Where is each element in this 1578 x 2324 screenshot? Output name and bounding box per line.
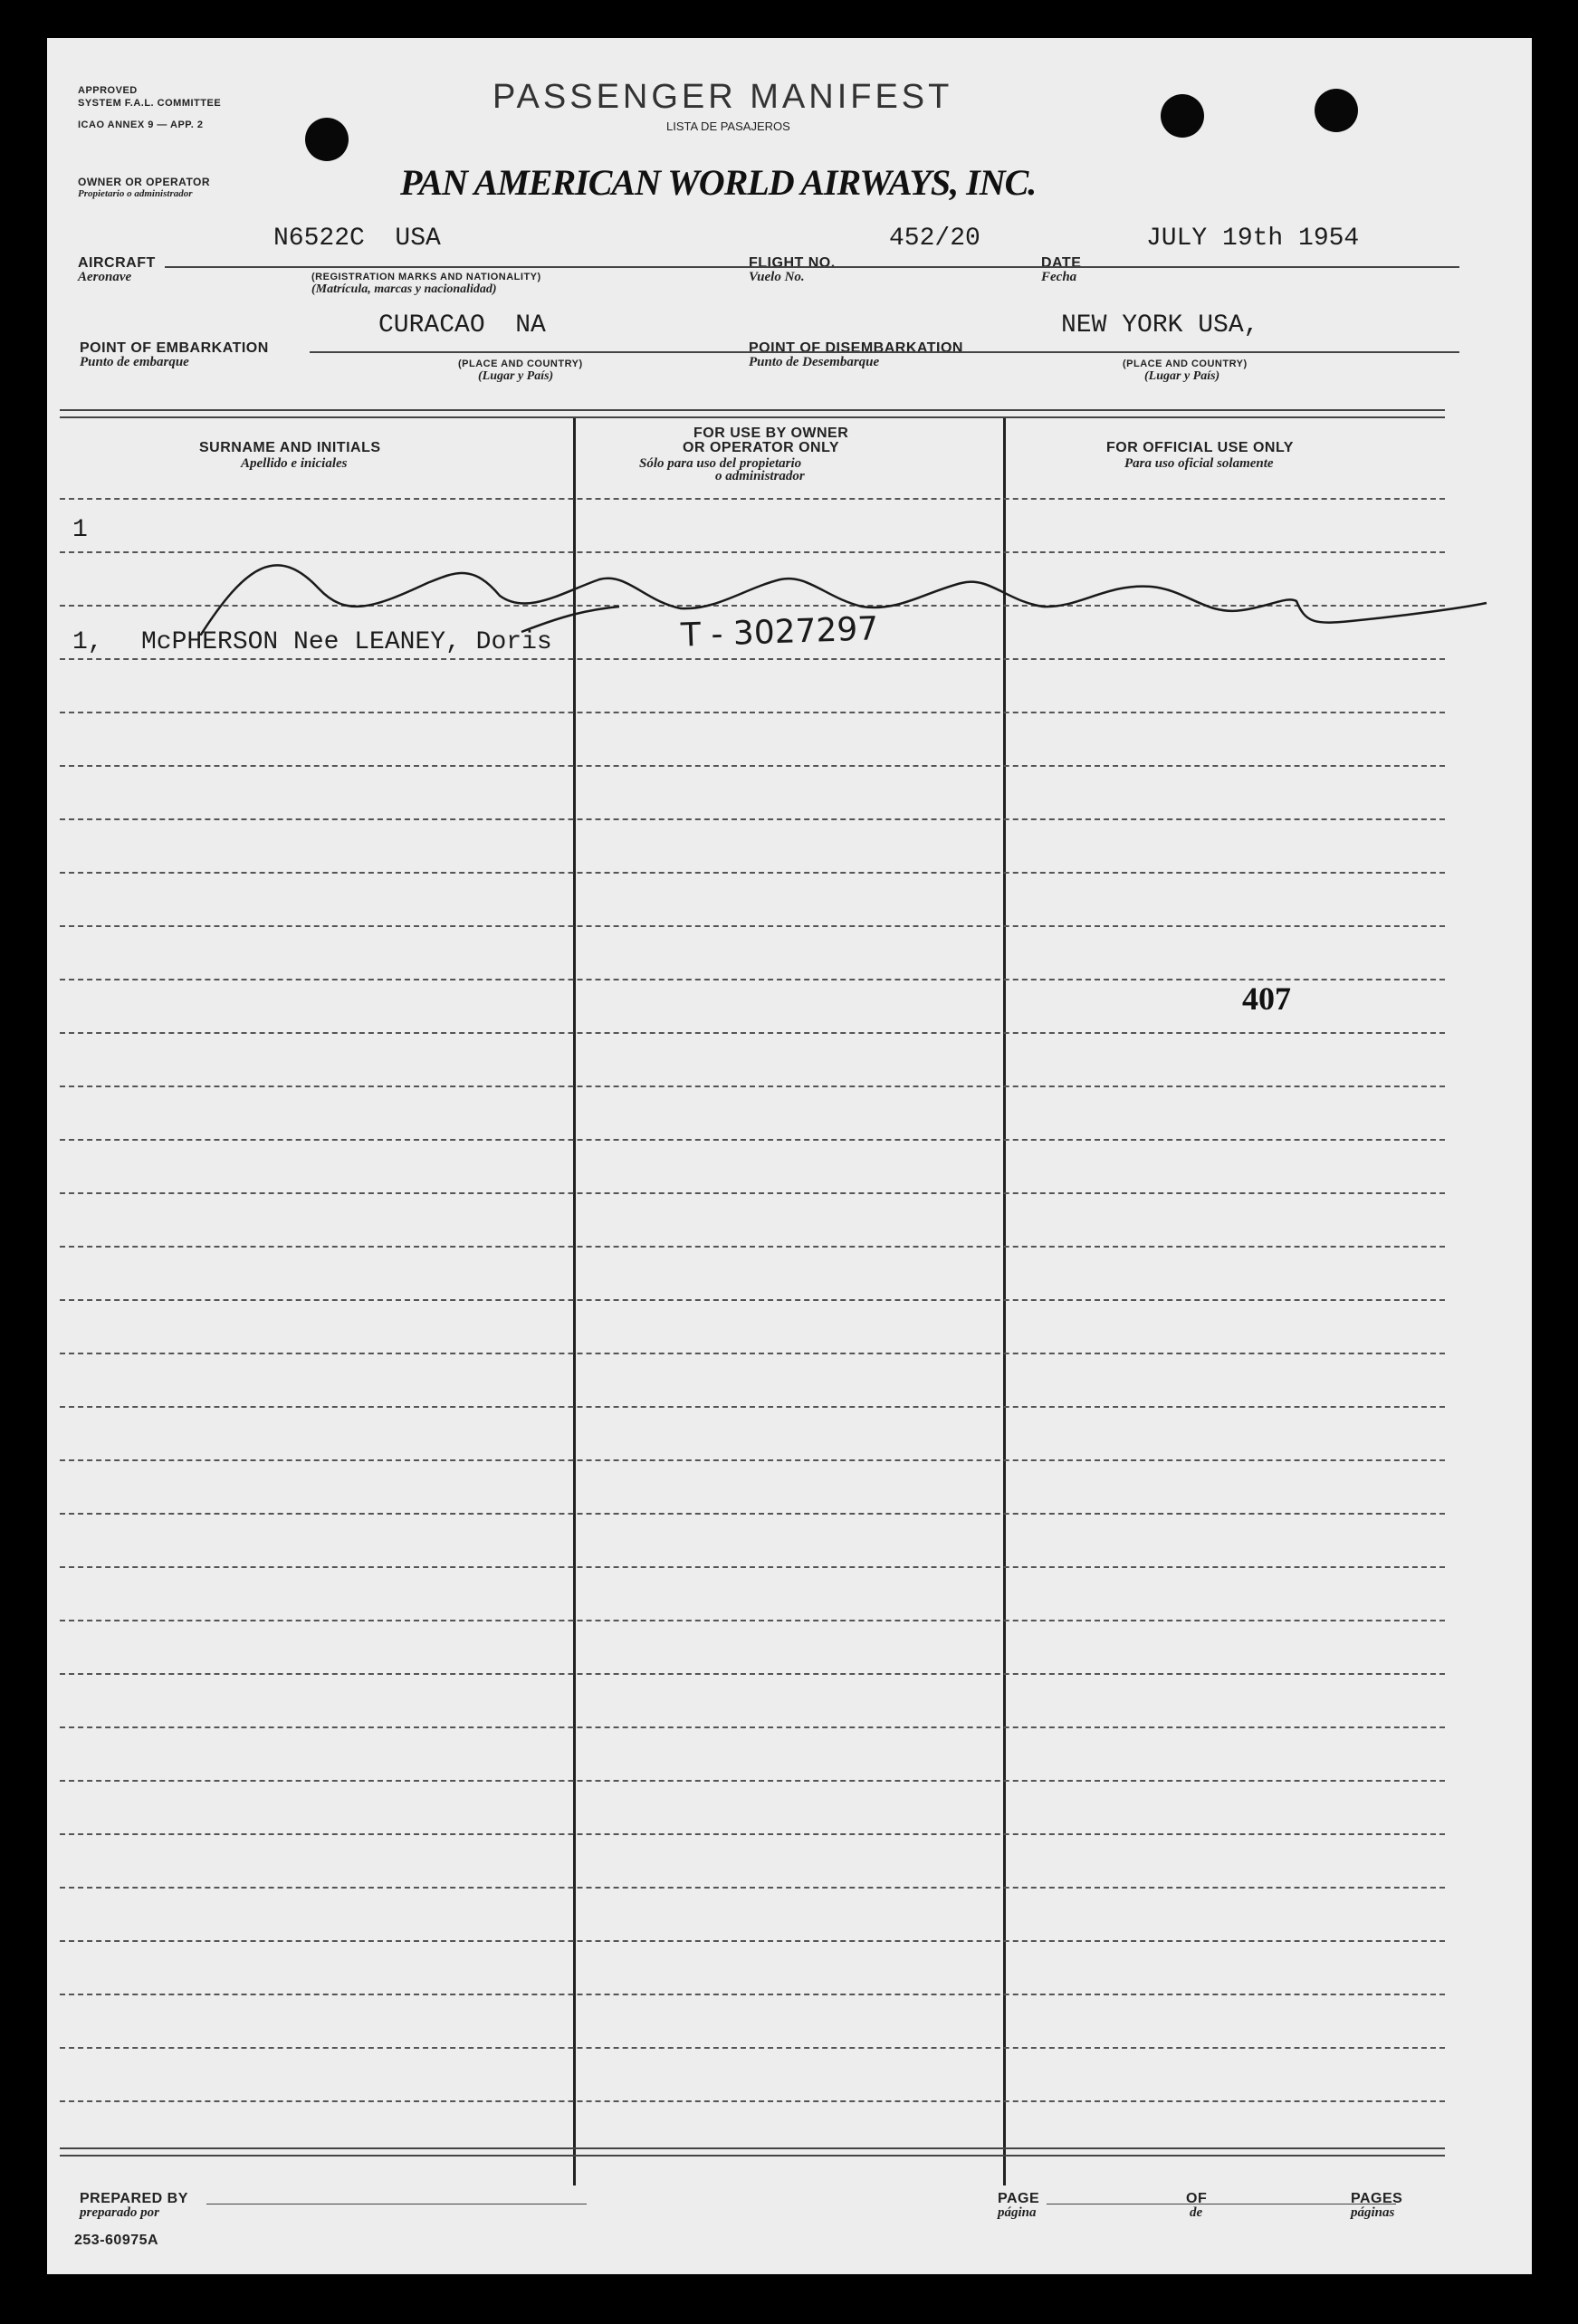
table-row-rule	[60, 765, 1445, 767]
column-header-operator-es: Sólo para uso del propietario	[639, 456, 802, 471]
disembarkation-label-es: Punto de Desembarque	[749, 355, 880, 369]
table-row-rule	[60, 1673, 1445, 1675]
embarkation-value: CURACAO NA	[378, 311, 546, 340]
disembarkation-label: POINT OF DISEMBARKATION	[749, 340, 963, 356]
table-row-rule	[60, 1566, 1445, 1568]
disembarkation-value: NEW YORK USA,	[1061, 311, 1259, 340]
table-row-rule	[60, 1994, 1445, 1995]
embarkation-label: POINT OF EMBARKATION	[80, 340, 269, 356]
name-strike-mark	[518, 601, 626, 637]
date-label: DATE	[1041, 255, 1082, 271]
table-row-rule	[60, 1780, 1445, 1782]
table-row-rule	[60, 1726, 1445, 1728]
table-row-rule	[60, 1833, 1445, 1835]
punch-hole-middle	[1161, 94, 1204, 138]
owner-label-es: Propietario o administrador	[78, 188, 193, 199]
table-row-rule	[60, 1513, 1445, 1515]
column-header-official: FOR OFFICIAL USE ONLY	[1106, 440, 1294, 455]
form-number: 253-60975A	[74, 2233, 159, 2248]
aircraft-value: N6522C USA	[273, 225, 441, 253]
aircraft-label-es: Aeronave	[78, 270, 132, 284]
manifest-title: PASSENGER MANIFEST	[493, 78, 953, 116]
manifest-sheet	[47, 38, 1532, 2274]
column-header-operator: FOR USE BY OWNER	[693, 426, 849, 441]
aircraft-underline	[165, 266, 1459, 268]
table-row-rule	[60, 498, 1445, 500]
table-row-rule	[60, 1246, 1445, 1248]
table-top-rule-1	[60, 409, 1445, 411]
column-divider-1	[573, 418, 576, 2185]
of-label: OF	[1186, 2191, 1208, 2206]
table-row-rule	[60, 1353, 1445, 1354]
table-row-rule	[60, 1139, 1445, 1141]
page-label: PAGE	[998, 2191, 1040, 2206]
column-header-operator-es-2: o administrador	[715, 469, 805, 483]
table-row-rule	[60, 1032, 1445, 1034]
of-label-es: de	[1190, 2205, 1203, 2220]
prepared-by-label: PREPARED BY	[80, 2191, 188, 2206]
table-bottom-rule-1	[60, 2147, 1445, 2149]
prepared-by-label-es: preparado por	[80, 2205, 159, 2220]
entry-2-operator-note: T - 3027297	[680, 610, 879, 655]
approval-line-1: APPROVED	[78, 85, 138, 96]
entry-1-number: 1	[72, 516, 88, 544]
embarkation-note-es: (Lugar y País)	[478, 369, 554, 383]
manifest-title-es: LISTA DE PASAJEROS	[666, 120, 790, 133]
pages-label: PAGES	[1351, 2191, 1403, 2206]
embarkation-label-es: Punto de embarque	[80, 355, 189, 369]
table-row-rule	[60, 1192, 1445, 1194]
pages-label-es: páginas	[1351, 2205, 1395, 2220]
owner-label: OWNER OR OPERATOR	[78, 176, 211, 188]
approval-line-2: SYSTEM F.A.L. COMMITTEE	[78, 98, 222, 109]
table-row-rule	[60, 658, 1445, 660]
entry-2-name: McPHERSON Nee LEANEY, Doris	[141, 628, 552, 656]
table-row-rule	[60, 2100, 1445, 2102]
disembarkation-note: (PLACE AND COUNTRY)	[1123, 359, 1248, 369]
date-value: JULY 19th 1954	[1146, 225, 1360, 253]
disembarkation-note-es: (Lugar y País)	[1144, 369, 1220, 383]
punch-hole-right	[1315, 89, 1358, 132]
table-bottom-rule-2	[60, 2155, 1445, 2157]
operator-name: PAN AMERICAN WORLD AIRWAYS, INC.	[400, 162, 1037, 203]
table-row-rule	[60, 1940, 1445, 1942]
column-header-surname-es: Apellido e iniciales	[241, 456, 348, 471]
flight-label: FLIGHT NO.	[749, 255, 836, 271]
page-label-es: página	[998, 2205, 1037, 2220]
table-row-rule	[60, 979, 1445, 980]
embarkation-note: (PLACE AND COUNTRY)	[458, 359, 583, 369]
table-row-rule	[60, 1085, 1445, 1087]
table-row-rule	[60, 1406, 1445, 1408]
column-header-operator-2: OR OPERATOR ONLY	[683, 440, 840, 455]
flight-number-value: 452/20	[889, 225, 980, 253]
flight-label-es: Vuelo No.	[749, 270, 805, 284]
table-row-rule	[60, 1299, 1445, 1301]
date-label-es: Fecha	[1041, 270, 1077, 284]
column-header-surname: SURNAME AND INITIALS	[199, 440, 381, 455]
table-row-rule	[60, 872, 1445, 874]
punch-hole-left	[305, 118, 349, 161]
table-row-rule	[60, 1887, 1445, 1889]
table-row-rule	[60, 1459, 1445, 1461]
table-row-rule	[60, 712, 1445, 713]
approval-line-3: ICAO ANNEX 9 — APP. 2	[78, 120, 204, 130]
aircraft-label: AIRCRAFT	[78, 255, 156, 271]
aircraft-note-es: (Matrícula, marcas y nacionalidad)	[311, 282, 497, 296]
aircraft-note: (REGISTRATION MARKS AND NATIONALITY)	[311, 272, 541, 282]
table-row-rule	[60, 818, 1445, 820]
column-divider-2	[1003, 418, 1006, 2185]
table-row-rule	[60, 925, 1445, 927]
official-number: 407	[1242, 980, 1291, 1017]
column-header-official-es: Para uso oficial solamente	[1124, 456, 1274, 471]
table-row-rule	[60, 1620, 1445, 1621]
embarkation-underline	[310, 351, 1459, 353]
table-row-rule	[60, 2047, 1445, 2049]
table-top-rule-2	[60, 416, 1445, 418]
entry-2-number: 1,	[72, 628, 103, 656]
